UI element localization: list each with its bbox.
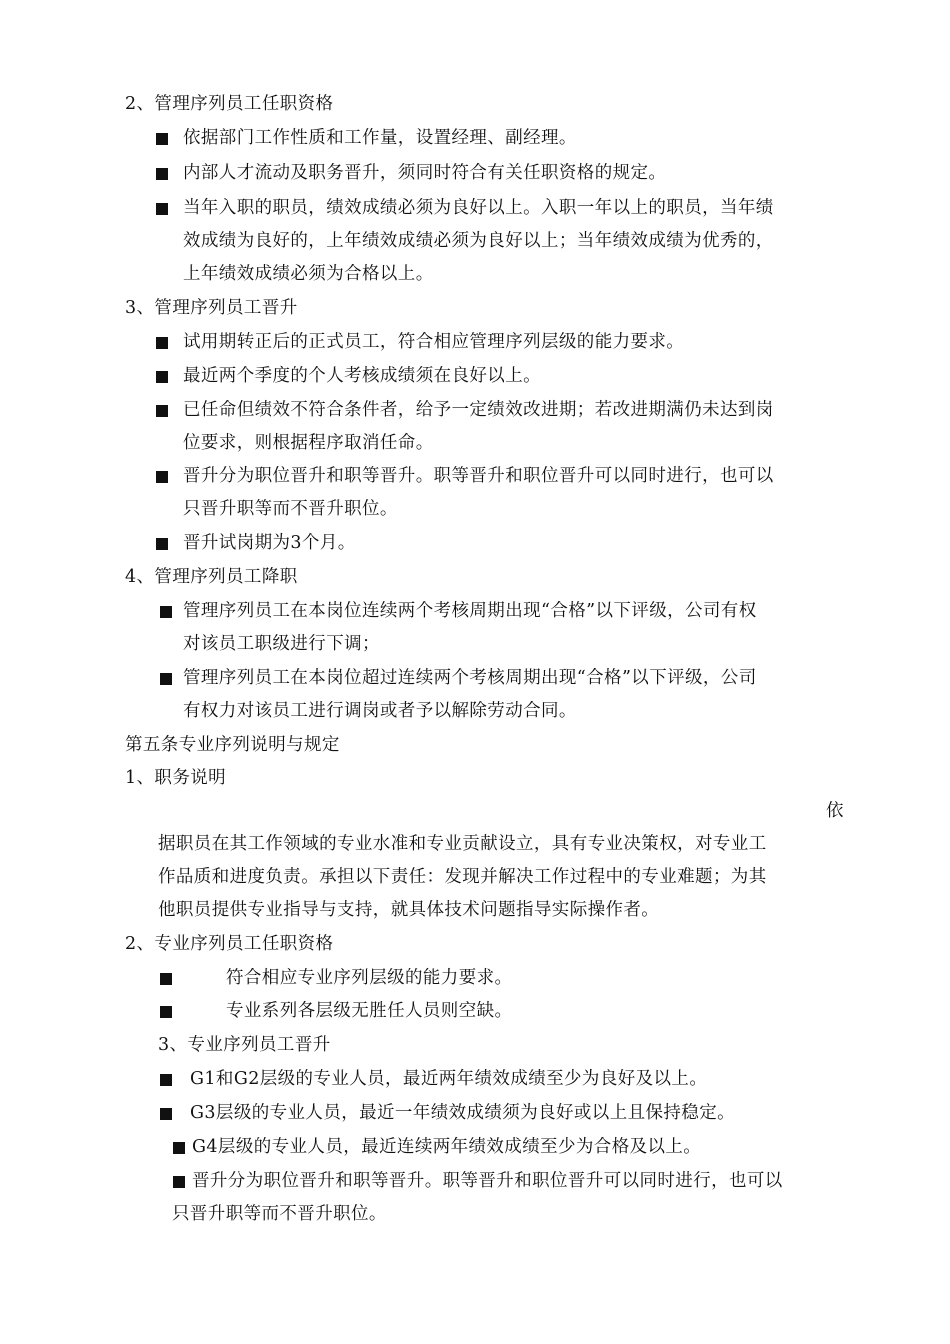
section-heading: 3、专业序列员工晋升 [158,1035,331,1055]
list-item: 依据部门工作性质和工作量，设置经理、副经理。 [183,128,577,148]
bullet-icon [173,1142,185,1154]
list-item-continuation: 对该员工职级进行下调； [183,634,380,654]
list-item: G4层级的专业人员，最近连续两年绩效成绩至少为合格及以上。 [192,1137,702,1157]
paragraph-line: 作品质和进度负责。承担以下责任：发现并解决工作过程中的专业难题；为其 [158,867,767,887]
list-item: 已任命但绩效不符合条件者，给予一定绩效改进期；若改进期满仍未达到岗 [183,400,774,420]
list-item: 晋升分为职位晋升和职等晋升。职等晋升和职位晋升可以同时进行，也可以 [192,1171,783,1191]
list-item: 管理序列员工在本岗位连续两个考核周期出现“合格”以下评级，公司有权 [183,601,757,621]
list-item: 内部人才流动及职务晋升，须同时符合有关任职资格的规定。 [183,163,667,183]
bullet-icon [156,133,168,145]
bullet-icon [160,1006,172,1018]
bullet-icon [160,1108,172,1120]
list-item-continuation: 位要求，则根据程序取消任命。 [183,433,434,453]
list-item: 晋升试岗期为3个月。 [183,533,356,553]
list-item: 专业系列各层级无胜任人员则空缺。 [226,1001,513,1021]
list-item: 管理序列员工在本岗位超过连续两个考核周期出现“合格”以下评级，公司 [183,668,757,688]
bullet-icon [156,337,168,349]
list-item: G3层级的专业人员，最近一年绩效成绩须为良好或以上且保持稳定。 [190,1103,736,1123]
paragraph-line: 他职员提供专业指导与支持，就具体技术问题指导实际操作者。 [158,900,660,920]
list-item: G1和G2层级的专业人员，最近两年绩效成绩至少为良好及以上。 [190,1069,708,1089]
section-heading: 2、专业序列员工任职资格 [125,934,334,954]
section-heading: 1、职务说明 [125,768,227,788]
bullet-icon [173,1176,185,1188]
list-item: 最近两个季度的个人考核成绩须在良好以上。 [183,366,541,386]
list-item: 试用期转正后的正式员工，符合相应管理序列层级的能力要求。 [183,332,685,352]
bullet-icon [156,538,168,550]
list-item-continuation: 有权力对该员工进行调岗或者予以解除劳动合同。 [183,701,577,721]
bullet-icon [160,1074,172,1086]
list-item-continuation: 只晋升职等而不晋升职位。 [172,1204,387,1224]
bullet-icon [160,973,172,985]
section-heading: 4、管理序列员工降职 [125,567,298,587]
bullet-icon [156,405,168,417]
bullet-icon [156,203,168,215]
list-item-continuation: 只晋升职等而不晋升职位。 [183,499,398,519]
bullet-icon [156,168,168,180]
list-item-continuation: 效成绩为良好的，上年绩效成绩必须为良好以上；当年绩效成绩为优秀的， [183,231,774,251]
bullet-icon [160,606,172,618]
section-heading: 3、管理序列员工晋升 [125,298,298,318]
list-item: 当年入职的职员，绩效成绩必须为良好以上。入职一年以上的职员，当年绩 [183,198,774,218]
paragraph-line: 依 [826,801,844,821]
paragraph-line: 据职员在其工作领域的专业水准和专业贡献设立，具有专业决策权，对专业工 [158,834,767,854]
bullet-icon [160,673,172,685]
list-item: 晋升分为职位晋升和职等晋升。职等晋升和职位晋升可以同时进行，也可以 [183,466,774,486]
section-heading: 2、管理序列员工任职资格 [125,94,334,114]
list-item-continuation: 上年绩效成绩必须为合格以上。 [183,264,434,284]
article-heading: 第五条专业序列说明与规定 [125,735,340,755]
bullet-icon [156,471,168,483]
bullet-icon [156,371,168,383]
list-item: 符合相应专业序列层级的能力要求。 [226,968,513,988]
